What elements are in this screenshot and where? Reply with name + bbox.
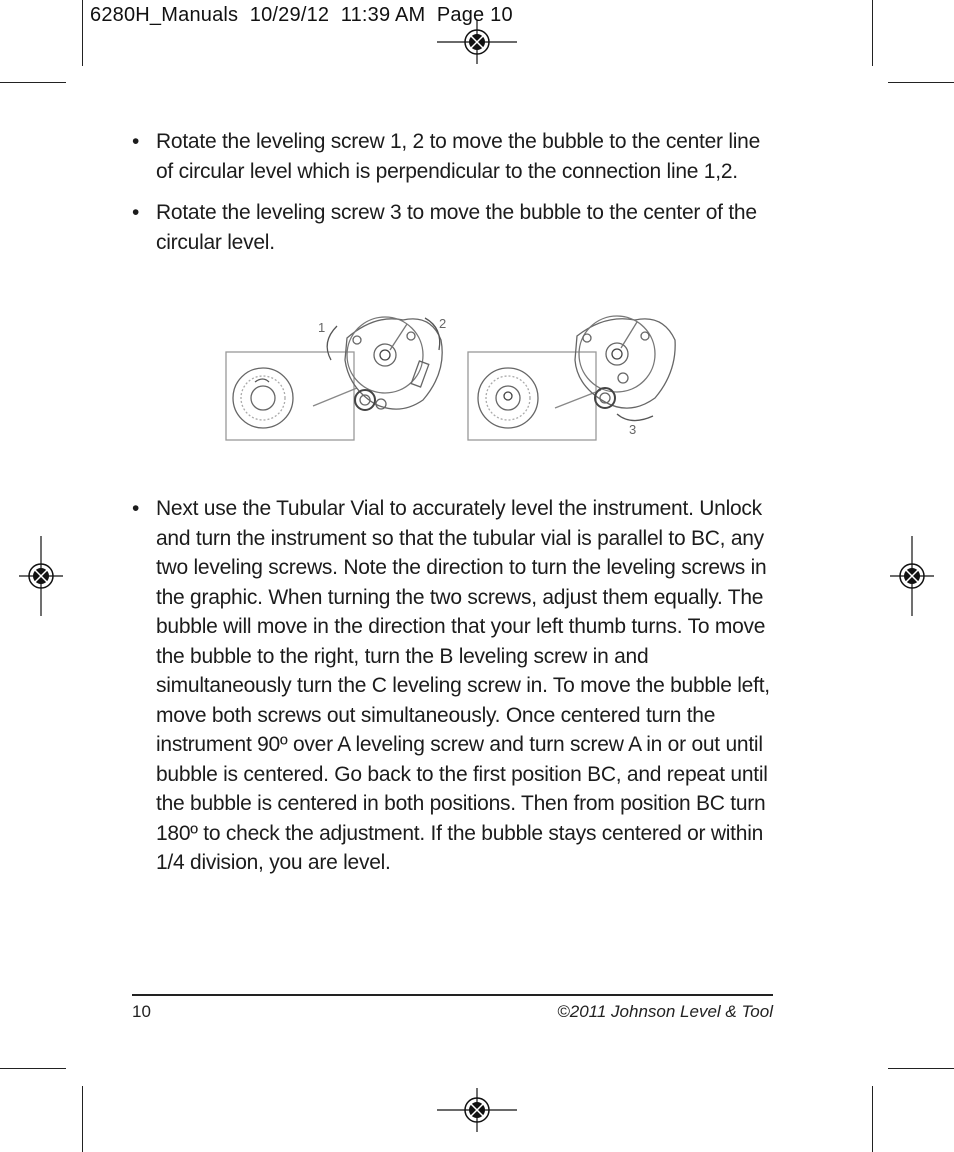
crop-mark <box>872 1086 873 1152</box>
list-item <box>132 494 772 878</box>
list-item-text: Rotate the leveling screw 3 to move the bubble to the center of the circular level. <box>156 201 757 254</box>
bullet-glyph: • <box>132 130 140 153</box>
footer-rule <box>132 994 773 996</box>
leveling-illustration <box>225 310 680 445</box>
crop-mark <box>82 0 83 66</box>
registration-mark-icon <box>437 1088 517 1132</box>
page-number: 10 <box>132 1002 151 1021</box>
bullet-glyph: • <box>132 497 140 520</box>
figure-label: 3 <box>629 422 637 437</box>
crop-mark <box>0 82 66 83</box>
figure-label: 1 <box>318 320 326 335</box>
bullet-glyph: • <box>132 201 140 224</box>
list-item-text: Rotate the leveling screw 1, 2 to move the bubble to the center line of circular level which is perpendicular to the connection line 1,2. <box>156 130 761 183</box>
registration-mark-icon <box>19 536 63 616</box>
figure-label: 2 <box>439 316 447 331</box>
copyright-notice: ©2011 Johnson Level & Tool <box>557 1002 773 1021</box>
list-item <box>132 198 772 257</box>
crop-mark <box>888 82 954 83</box>
list-item-text: Next use the Tubular Vial to accurately level the instrument. Unlock and turn the instrument so that the tubular vial is parallel to BC, any two leveling screws. Note the direction to turn the leveling screws in the graphic. When turning the two screws, adjust them equally. The bubble will move in the direction that your left thumb turns. To move the bubble to the right, turn the B leveling screw in and simultaneously turn the C leveling screw in. To move the bubble left, move both screws out simultaneously. Once centered turn the instrument 90º over A leveling screw and turn screw A in or out until bubble is centered. Go back to the first position BC, and repeat until the bubble is centered in both positions. Then from position BC turn 180º to check the adjustment. If the bubble stays centered or within 1/4 division, you are level. <box>156 497 770 874</box>
print-slug: 6280H_Manuals 10/29/12 11:39 AM Page 10 <box>90 4 513 26</box>
crop-mark <box>872 0 873 66</box>
crop-mark <box>0 1068 66 1069</box>
registration-mark-icon <box>890 536 934 616</box>
instruction-list-bottom <box>132 494 772 878</box>
registration-mark-icon <box>437 20 517 64</box>
crop-mark <box>82 1086 83 1152</box>
list-item <box>132 127 772 186</box>
crop-mark <box>888 1068 954 1069</box>
instruction-list-top <box>132 127 772 257</box>
